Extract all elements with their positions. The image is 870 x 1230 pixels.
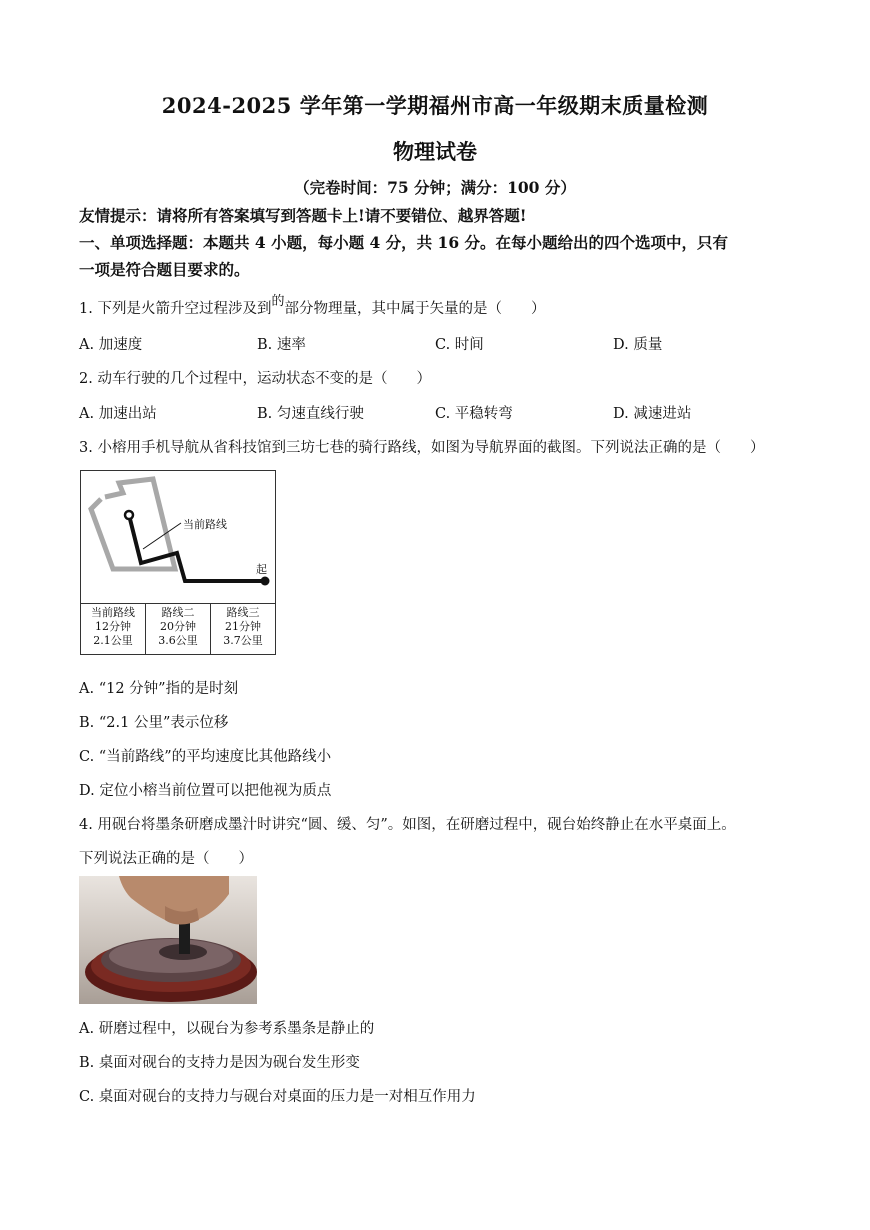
route-option-2[interactable] — [145, 604, 210, 655]
route-name: 当前路线 — [91, 606, 135, 619]
inkstone-photo — [79, 876, 257, 1004]
current-route-leader — [143, 523, 181, 549]
route-name: 路线二 — [161, 606, 195, 619]
q1-stem — [79, 294, 546, 318]
q2-option-c[interactable]: C. 平稳转弯 — [435, 406, 513, 422]
q4-option-a[interactable]: A. 研磨过程中，以砚台为参考系墨条是静止的 — [79, 1021, 375, 1037]
q1-options — [79, 333, 799, 353]
q3-stem: 3. 小榕用手机导航从省科技馆到三坊七巷的骑行路线，如图为导航界面的截图。下列说法正确的是（ ） — [79, 440, 765, 456]
exam-title: 2024-2025 学年第一学期福州市高一年级期末质量检测 — [161, 93, 709, 118]
route-time: 20分钟 — [160, 620, 196, 633]
route-option-3[interactable] — [210, 604, 275, 655]
exam-info: （完卷时间：75 分钟；满分：100 分） — [294, 178, 576, 197]
q1-stem-b: 部分物理量，其中属于矢量的是（ ） — [284, 301, 546, 317]
inkstone-illustration — [79, 876, 257, 1004]
q2-option-d[interactable]: D. 减速进站 — [613, 406, 692, 422]
q1-stem-sup: 的 — [271, 294, 285, 309]
route-option-current[interactable] — [81, 604, 145, 655]
subject-title: 物理试卷 — [393, 139, 477, 164]
start-label: 起 — [256, 563, 267, 576]
route-distance: 3.7公里 — [223, 634, 263, 647]
q2-options — [79, 402, 799, 422]
q2-option-b[interactable]: B. 匀速直线行驶 — [257, 406, 364, 422]
q4-option-b[interactable]: B. 桌面对砚台的支持力是因为砚台发生形变 — [79, 1055, 360, 1071]
start-point-icon — [261, 577, 270, 586]
q2-option-a[interactable]: A. 加速出站 — [79, 406, 157, 422]
q3-option-a[interactable]: A. “12 分钟”指的是时刻 — [79, 681, 239, 697]
navigation-map-figure — [80, 470, 276, 655]
section1-heading-line1: 一、单项选择题：本题共 4 小题，每小题 4 分，共 16 分。在每小题给出的四个选项中，只有 — [79, 233, 729, 252]
route-time: 21分钟 — [225, 620, 261, 633]
q2-stem: 2. 动车行驶的几个过程中，运动状态不变的是（ ） — [79, 371, 431, 387]
section1-heading-line2: 一项是符合题目要求的。 — [79, 260, 250, 279]
q3-option-d[interactable]: D. 定位小榕当前位置可以把他视为质点 — [79, 783, 332, 799]
route-name: 路线三 — [226, 606, 260, 619]
q1-option-b[interactable]: B. 速率 — [257, 337, 306, 353]
q4-stem-line1: 4. 用砚台将墨条研磨成墨汁时讲究“圆、缓、匀”。如图，在研磨过程中，砚台始终静止在水平桌面上。 — [79, 817, 736, 833]
route-map — [81, 471, 275, 603]
q1-option-c[interactable]: C. 时间 — [435, 337, 484, 353]
q1-option-a[interactable]: A. 加速度 — [79, 337, 143, 353]
route-distance: 3.6公里 — [158, 634, 198, 647]
location-marker-icon — [125, 511, 133, 519]
q3-option-c[interactable]: C. “当前路线”的平均速度比其他路线小 — [79, 749, 332, 765]
q4-option-c[interactable]: C. 桌面对砚台的支持力与砚台对桌面的压力是一对相互作用力 — [79, 1089, 476, 1105]
q1-option-d[interactable]: D. 质量 — [613, 337, 663, 353]
q1-stem-a: 1. 下列是火箭升空过程涉及到 — [79, 301, 272, 317]
current-route-label: 当前路线 — [183, 518, 227, 531]
route-options-panel — [81, 603, 275, 655]
q4-stem-line2: 下列说法正确的是（ ） — [79, 851, 253, 867]
route-time: 12分钟 — [95, 620, 131, 633]
notice: 友情提示：请将所有答案填写到答题卡上!请不要错位、越界答题! — [79, 206, 527, 225]
q3-option-b[interactable]: B. “2.1 公里”表示位移 — [79, 715, 229, 731]
route-distance: 2.1公里 — [93, 634, 133, 647]
